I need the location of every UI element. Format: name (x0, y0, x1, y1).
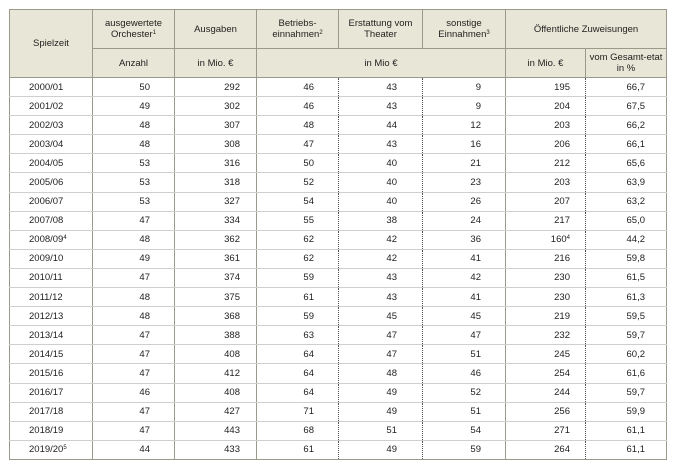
cell-betriebseinnahmen: 52 (257, 173, 339, 192)
cell-anzahl: 47 (93, 326, 175, 345)
cell-zuweisungen: 207 (506, 192, 586, 211)
cell-ausgaben: 427 (175, 402, 257, 421)
cell-ausgaben: 361 (175, 249, 257, 268)
cell-ausgaben: 318 (175, 173, 257, 192)
footnote-2: 2 (319, 30, 323, 36)
cell-ausgaben: 334 (175, 211, 257, 230)
cell-erstattung: 48 (339, 364, 423, 383)
cell-zuweisungen: $160^4$ (506, 230, 586, 249)
cell-gesamtetat-pct: 61,3 (586, 288, 667, 307)
cell-anzahl: 47 (93, 211, 175, 230)
cell-sonstige: 41 (423, 249, 506, 268)
cell-spielzeit: 2011/12 (10, 288, 93, 307)
cell-zuweisungen: 206 (506, 135, 586, 154)
cell-ausgaben: 412 (175, 364, 257, 383)
header-ausgaben: Ausgaben (175, 10, 257, 49)
cell-sonstige: 36 (423, 230, 506, 249)
footnote-marker: 4 (566, 235, 570, 242)
cell-ausgaben: 388 (175, 326, 257, 345)
cell-ausgaben: 375 (175, 288, 257, 307)
cell-anzahl: 53 (93, 192, 175, 211)
footnote-1: 1 (152, 30, 157, 36)
cell-anzahl: 53 (93, 154, 175, 173)
cell-erstattung: 43 (339, 288, 423, 307)
cell-erstattung: 40 (339, 154, 423, 173)
cell-anzahl: 44 (93, 440, 175, 459)
cell-zuweisungen: 245 (506, 345, 586, 364)
table-row (10, 192, 667, 211)
table-row (10, 154, 667, 173)
cell-ausgaben: 327 (175, 192, 257, 211)
table-row (10, 402, 667, 421)
cell-erstattung: 43 (339, 268, 423, 287)
cell-spielzeit: 2015/16 (10, 364, 93, 383)
cell-gesamtetat-pct: 66,1 (586, 135, 667, 154)
cell-gesamtetat-pct: 61,5 (586, 268, 667, 287)
cell-spielzeit: 2000/01 (10, 78, 93, 97)
cell-gesamtetat-pct: 67,5 (586, 97, 667, 116)
subheader-anzahl: Anzahl (93, 49, 175, 78)
cell-betriebseinnahmen: 59 (257, 307, 339, 326)
cell-ausgaben: 308 (175, 135, 257, 154)
cell-sonstige: 51 (423, 345, 506, 364)
header-zuweisungen: Öffentliche Zuweisungen (506, 10, 667, 49)
cell-anzahl: 47 (93, 345, 175, 364)
subheader-ausgaben-unit: in Mio. € (175, 49, 257, 78)
cell-zuweisungen: 230 (506, 288, 586, 307)
header-sonstige: sonstige Einnahmen$^3$ (423, 10, 506, 49)
cell-sonstige: 21 (423, 154, 506, 173)
orchestra-finance-table-container (9, 9, 666, 460)
cell-spielzeit: 2006/07 (10, 192, 93, 211)
cell-sonstige: 9 (423, 78, 506, 97)
cell-sonstige: 59 (423, 440, 506, 459)
cell-zuweisungen: 204 (506, 97, 586, 116)
cell-anzahl: 48 (93, 288, 175, 307)
cell-spielzeit: 2016/17 (10, 383, 93, 402)
cell-erstattung: 49 (339, 440, 423, 459)
cell-erstattung: 42 (339, 249, 423, 268)
cell-betriebseinnahmen: 62 (257, 230, 339, 249)
cell-gesamtetat-pct: 44,2 (586, 230, 667, 249)
cell-zuweisungen: 230 (506, 268, 586, 287)
cell-betriebseinnahmen: 64 (257, 345, 339, 364)
cell-spielzeit: 2012/13 (10, 307, 93, 326)
cell-ausgaben: 408 (175, 383, 257, 402)
cell-sonstige: 52 (423, 383, 506, 402)
cell-betriebseinnahmen: 61 (257, 288, 339, 307)
cell-betriebseinnahmen: 64 (257, 383, 339, 402)
cell-zuweisungen: 244 (506, 383, 586, 402)
header-erstattung: Erstattung vom Theater (339, 10, 423, 49)
cell-spielzeit: 2010/11 (10, 268, 93, 287)
cell-anzahl: 48 (93, 116, 175, 135)
cell-betriebseinnahmen: 62 (257, 249, 339, 268)
cell-anzahl: 49 (93, 97, 175, 116)
cell-betriebseinnahmen: 46 (257, 97, 339, 116)
cell-sonstige: 16 (423, 135, 506, 154)
header-betriebseinnahmen: Betriebs-einnahmen$^2$ (257, 10, 339, 49)
cell-zuweisungen: 216 (506, 249, 586, 268)
cell-sonstige: 42 (423, 268, 506, 287)
cell-betriebseinnahmen: 48 (257, 116, 339, 135)
cell-gesamtetat-pct: 61,6 (586, 364, 667, 383)
cell-anzahl: 48 (93, 135, 175, 154)
subheader-mio-unit: in Mio € (257, 49, 506, 78)
table-row (10, 345, 667, 364)
cell-erstattung: 43 (339, 97, 423, 116)
cell-spielzeit: 2009/10 (10, 249, 93, 268)
table-row (10, 326, 667, 345)
cell-gesamtetat-pct: 66,2 (586, 116, 667, 135)
cell-betriebseinnahmen: 63 (257, 326, 339, 345)
cell-gesamtetat-pct: 61,1 (586, 440, 667, 459)
subheader-zuweisungen-unit: in Mio. € (506, 49, 586, 78)
cell-erstattung: 47 (339, 345, 423, 364)
cell-spielzeit: 2013/14 (10, 326, 93, 345)
cell-gesamtetat-pct: 59,9 (586, 402, 667, 421)
cell-sonstige: 24 (423, 211, 506, 230)
cell-anzahl: 53 (93, 173, 175, 192)
table-row (10, 116, 667, 135)
cell-zuweisungen: 195 (506, 78, 586, 97)
cell-zuweisungen: 217 (506, 211, 586, 230)
cell-betriebseinnahmen: 54 (257, 192, 339, 211)
cell-ausgaben: 302 (175, 97, 257, 116)
cell-spielzeit: 2004/05 (10, 154, 93, 173)
cell-sonstige: 12 (423, 116, 506, 135)
cell-spielzeit: 2003/04 (10, 135, 93, 154)
cell-gesamtetat-pct: 60,2 (586, 345, 667, 364)
cell-zuweisungen: 254 (506, 364, 586, 383)
cell-gesamtetat-pct: 65,6 (586, 154, 667, 173)
footnote-marker: 4 (63, 235, 67, 242)
cell-erstattung: 44 (339, 116, 423, 135)
cell-anzahl: 47 (93, 402, 175, 421)
cell-sonstige: 54 (423, 421, 506, 440)
cell-erstattung: 47 (339, 326, 423, 345)
cell-spielzeit: 2018/19 (10, 421, 93, 440)
cell-ausgaben: 316 (175, 154, 257, 173)
header-orchester: ausgewertete Orchester$^1$ (93, 10, 175, 49)
cell-spielzeit: $2019/20^5$ (10, 440, 93, 459)
cell-gesamtetat-pct: 59,7 (586, 383, 667, 402)
cell-zuweisungen: 271 (506, 421, 586, 440)
cell-erstattung: 45 (339, 307, 423, 326)
orchestra-finance-table (9, 9, 667, 460)
cell-anzahl: 46 (93, 383, 175, 402)
cell-erstattung: 43 (339, 78, 423, 97)
cell-gesamtetat-pct: 59,7 (586, 326, 667, 345)
table-row (10, 135, 667, 154)
table-row (10, 97, 667, 116)
cell-ausgaben: 443 (175, 421, 257, 440)
cell-gesamtetat-pct: 59,5 (586, 307, 667, 326)
table-row (10, 288, 667, 307)
table-row (10, 173, 667, 192)
cell-betriebseinnahmen: 46 (257, 78, 339, 97)
cell-anzahl: 50 (93, 78, 175, 97)
cell-ausgaben: 433 (175, 440, 257, 459)
cell-sonstige: 9 (423, 97, 506, 116)
cell-gesamtetat-pct: 63,2 (586, 192, 667, 211)
table-row (10, 383, 667, 402)
table-row (10, 230, 667, 249)
table-row (10, 421, 667, 440)
cell-zuweisungen: 219 (506, 307, 586, 326)
cell-betriebseinnahmen: 61 (257, 440, 339, 459)
cell-ausgaben: 292 (175, 78, 257, 97)
cell-erstattung: 49 (339, 402, 423, 421)
cell-sonstige: 51 (423, 402, 506, 421)
cell-erstattung: 38 (339, 211, 423, 230)
cell-anzahl: 48 (93, 230, 175, 249)
cell-zuweisungen: 232 (506, 326, 586, 345)
cell-erstattung: 42 (339, 230, 423, 249)
table-row (10, 211, 667, 230)
cell-zuweisungen: 203 (506, 116, 586, 135)
table-row (10, 268, 667, 287)
cell-erstattung: 43 (339, 135, 423, 154)
table-body (10, 78, 667, 460)
cell-sonstige: 41 (423, 288, 506, 307)
cell-anzahl: 47 (93, 421, 175, 440)
cell-ausgaben: 408 (175, 345, 257, 364)
cell-anzahl: 47 (93, 268, 175, 287)
table-row (10, 440, 667, 459)
cell-betriebseinnahmen: 55 (257, 211, 339, 230)
cell-spielzeit: 2007/08 (10, 211, 93, 230)
cell-betriebseinnahmen: 71 (257, 402, 339, 421)
cell-zuweisungen: 212 (506, 154, 586, 173)
cell-betriebseinnahmen: 68 (257, 421, 339, 440)
cell-sonstige: 26 (423, 192, 506, 211)
cell-ausgaben: 362 (175, 230, 257, 249)
cell-gesamtetat-pct: 59,8 (586, 249, 667, 268)
cell-sonstige: 46 (423, 364, 506, 383)
cell-ausgaben: 374 (175, 268, 257, 287)
table-row (10, 307, 667, 326)
cell-spielzeit: 2017/18 (10, 402, 93, 421)
cell-gesamtetat-pct: 63,9 (586, 173, 667, 192)
table-header (10, 10, 667, 78)
cell-erstattung: 49 (339, 383, 423, 402)
cell-anzahl: 48 (93, 307, 175, 326)
cell-gesamtetat-pct: 66,7 (586, 78, 667, 97)
cell-gesamtetat-pct: 65,0 (586, 211, 667, 230)
cell-erstattung: 40 (339, 192, 423, 211)
cell-spielzeit: 2005/06 (10, 173, 93, 192)
cell-erstattung: 40 (339, 173, 423, 192)
cell-anzahl: 47 (93, 364, 175, 383)
cell-betriebseinnahmen: 50 (257, 154, 339, 173)
footnote-marker: 5 (63, 445, 67, 452)
cell-sonstige: 47 (423, 326, 506, 345)
cell-sonstige: 23 (423, 173, 506, 192)
cell-zuweisungen: 256 (506, 402, 586, 421)
header-spielzeit: Spielzeit (10, 10, 93, 78)
cell-betriebseinnahmen: 59 (257, 268, 339, 287)
table-row (10, 364, 667, 383)
cell-ausgaben: 368 (175, 307, 257, 326)
cell-betriebseinnahmen: 47 (257, 135, 339, 154)
cell-spielzeit: 2001/02 (10, 97, 93, 116)
footnote-3: 3 (486, 30, 490, 36)
cell-sonstige: 45 (423, 307, 506, 326)
cell-zuweisungen: 264 (506, 440, 586, 459)
cell-spielzeit: 2014/15 (10, 345, 93, 364)
cell-gesamtetat-pct: 61,1 (586, 421, 667, 440)
table-row (10, 78, 667, 97)
cell-ausgaben: 307 (175, 116, 257, 135)
cell-erstattung: 51 (339, 421, 423, 440)
cell-betriebseinnahmen: 64 (257, 364, 339, 383)
cell-zuweisungen: 203 (506, 173, 586, 192)
cell-spielzeit: $2008/09^4$ (10, 230, 93, 249)
cell-spielzeit: 2002/03 (10, 116, 93, 135)
table-row (10, 249, 667, 268)
subheader-gesamtetat: vom Gesamt-etat in % (586, 49, 667, 78)
cell-anzahl: 49 (93, 249, 175, 268)
